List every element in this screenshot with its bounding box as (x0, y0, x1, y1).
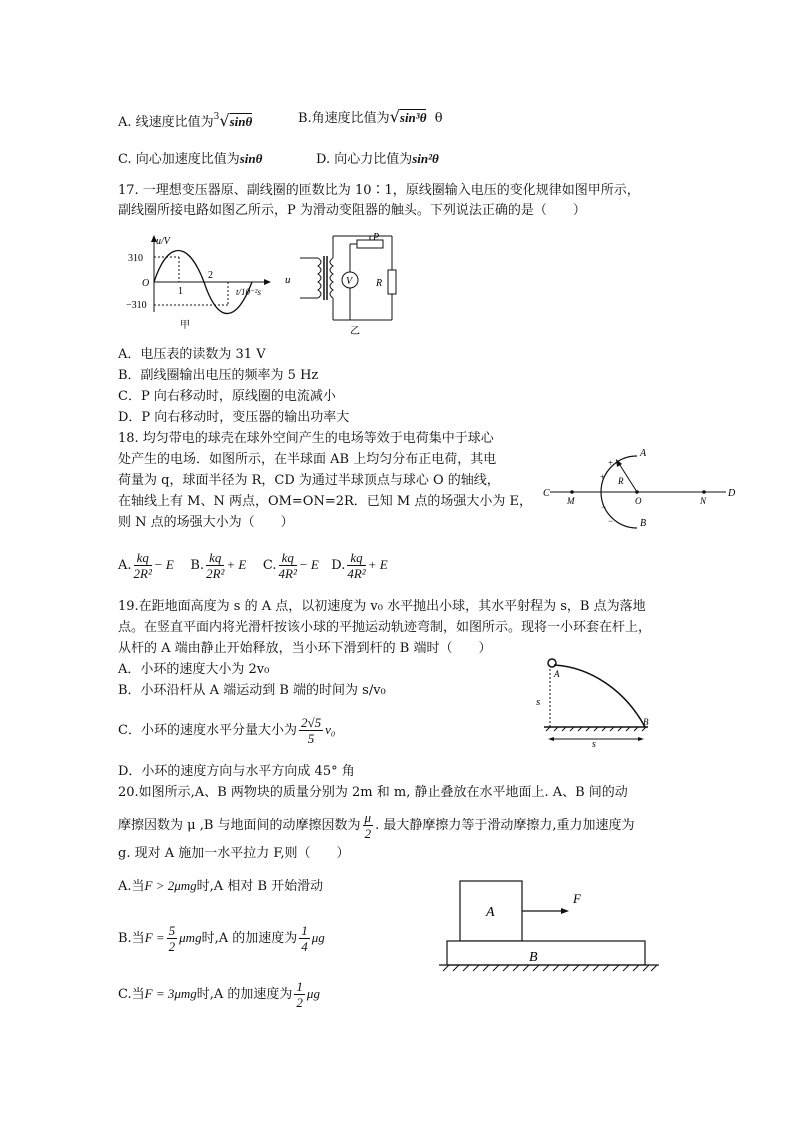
svg-text:−: − (601, 502, 607, 512)
q19-stem-line2: 点。在竖直平面内将光滑杆按该小球的平抛运动轨迹弯制，如图所示。现将一小环套在杆上， (118, 620, 652, 635)
q17-fig-a-ymin: −310 (126, 300, 147, 311)
q18-option-b: B. $\frac{kq}{\text{2R²}}$ + E (190, 550, 247, 581)
q17-option-a: A．电压表的读数为 31 V (118, 347, 266, 362)
q18-fig-a: A (640, 448, 647, 459)
q18-fig-o: O (635, 496, 642, 506)
q17-fig-b-caption: 乙 (350, 326, 360, 336)
q19-option-d: D．小环的速度方向与水平方向成 45° 角 (118, 764, 355, 779)
q17-figure-a-sine-graph (118, 232, 278, 332)
q17-fig-a-xlabel: t/10⁻²s (236, 287, 261, 297)
svg-text:+: + (600, 472, 606, 482)
q17-fig-a-ylabel: u/V (156, 236, 170, 247)
q17-option-c: C．P 向右移动时，原线圈的电流减小 (118, 389, 336, 404)
q17-stem-line2: 副线圈所接电路如图乙所示，P 为滑动变阻器的触头。下列说法正确的是（ ） (118, 203, 586, 218)
q18-figure-hemisphere (540, 440, 740, 530)
q19-figure-curved-rod (530, 655, 660, 750)
q19-fig-s-horizontal: s (592, 739, 596, 750)
q18-option-a: A. $\frac{kq}{\text{2R²}}$ − E (118, 550, 174, 581)
q17-figure-b-circuit (282, 228, 402, 336)
q16-option-b: B.角速度比值为√sin³θ θ (298, 107, 443, 126)
q20-option-a: A.当F > 2μmg时,A 相对 B 开始滑动 (118, 878, 324, 894)
q19-option-b: B．小环沿杆从 A 端运动到 B 端的时间为 s/v₀ (118, 683, 386, 698)
q20-fig-a: A (486, 905, 495, 920)
q18-stem-line1: 18. 均匀带电的球壳在球外空间产生的电场等效于电荷集中于球心 (118, 431, 494, 446)
q18-stem-line4: 在轴线上有 M、N 两点，OM=ON=2R．已知 M 点的场强大小为 E， (118, 494, 532, 509)
q18-fig-r: R (618, 476, 624, 486)
q20-stem-line3: g. 现对 A 施加一水平拉力 F,则（ ） (118, 846, 350, 861)
q20-fig-b: B (529, 950, 538, 965)
q20-option-b: B.当F = $\frac{5}{2}$ μmg时,A 的加速度为 $\frac{1}{4}$ μg (118, 923, 325, 954)
svg-text:+: + (608, 458, 614, 468)
q20-figure-blocks (435, 875, 665, 975)
q20-fig-f: F (573, 891, 581, 906)
q18-fig-b: B (640, 518, 647, 529)
q17-fig-a-tick1: 1 (178, 286, 183, 297)
q20-stem-line2: 摩擦因数为 μ ,B 与地面间的动摩擦因数为 $\frac{\mu}{2}$ . 最大静摩擦力等于滑动摩擦力,重力加速度为 (118, 810, 635, 841)
q19-fig-s-vertical: s (536, 696, 541, 708)
q20-option-c: C.当F = 3μmg时,A 的加速度为 $\frac{1}{2}$ μg (118, 979, 320, 1010)
q17-fig-b-r: R (376, 278, 383, 289)
svg-text:−: − (608, 516, 614, 526)
q18-options (118, 548, 388, 583)
q18-option-c: C. $\frac{kq}{\text{4R²}}$ − E (262, 550, 319, 581)
q18-stem-line2: 处产生的电场．如图所示，在半球面 AB 上均匀分布正电荷，其电 (118, 452, 497, 467)
q17-fig-a-origin: O (142, 278, 150, 289)
q19-option-a: A．小环的速度大小为 2v₀ (118, 662, 270, 677)
q19-fig-b: B (643, 717, 649, 727)
q18-option-d: D. $\frac{kq}{\text{4R²}}$ + E (331, 550, 388, 581)
q17-fig-b-u: u (285, 274, 291, 286)
q17-fig-a-tick2: 2 (208, 270, 213, 281)
q16-option-c: C. 向心加速度比值为sinθ (118, 151, 263, 167)
q18-fig-n: N (700, 496, 707, 506)
q18-stem-line3: 荷量为 q，球面半径为 R，CD 为通过半球顶点与球心 O 的轴线， (118, 473, 500, 488)
q19-stem-line3: 从杆的 A 端由静止开始释放，当小环下滑到杆的 B 端时（ ） (118, 641, 492, 656)
q18-fig-d: D (728, 488, 736, 499)
q17-fig-b-p: P (373, 232, 380, 243)
q17-fig-a-ymax: 310 (128, 253, 143, 264)
q18-stem-line5: 则 N 点的场强大小为（ ） (118, 515, 294, 530)
q20-stem-line1: 20.如图所示,A、B 两物块的质量分别为 2m 和 m, 静止叠放在水平地面上. A、B 间的动 (118, 785, 628, 800)
q18-fig-c: C (543, 488, 550, 499)
q19-fig-a: A (554, 669, 560, 679)
q19-stem-line1: 19.在距地面高度为 s 的 A 点，以初速度为 v₀ 水平抛出小球，其水平射程为 s，B 点为落地 (118, 599, 646, 614)
q17-fig-b-v: V (346, 276, 353, 287)
q17-fig-a-caption: 甲 (180, 320, 190, 331)
q17-stem-line1: 17. 一理想变压器原、副线圈的匝数比为 10∶1，原线圈输入电压的变化规律如图甲所示， (118, 183, 640, 198)
q17-option-b: B．副线圈输出电压的频率为 5 Hz (118, 368, 319, 383)
q19-option-c: C．小环的速度水平分量大小为 $\frac{2√5}{5}$ v₀ (118, 715, 336, 746)
q16-option-d: D. 向心力比值为sin²θ (316, 151, 439, 167)
q17-option-d: D．P 向右移动时，变压器的输出功率大 (118, 410, 350, 425)
q16-option-a: A. 线速度比值为$^3$√sinθ (118, 111, 253, 130)
q18-fig-m: M (567, 496, 575, 506)
